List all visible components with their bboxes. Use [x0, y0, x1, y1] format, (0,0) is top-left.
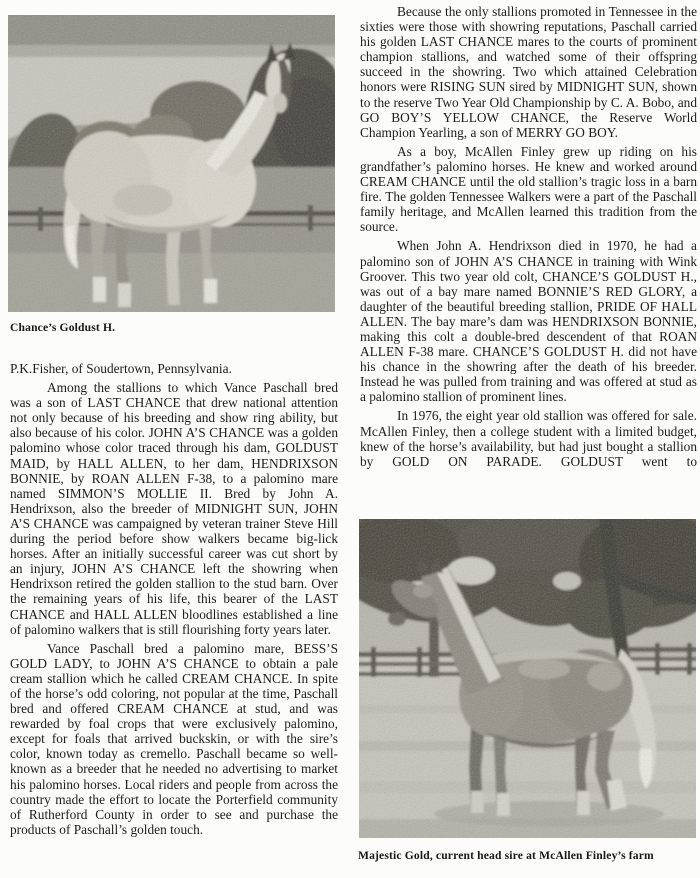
right-column-text	[360, 4, 697, 473]
paragraph: In 1976, the eight year old stallion was offered for sale. McAllen Finley, then a college student with a limited budget, knew of the horse’s availability, but had just bought a stallion by GOLD ON PARADE. GOLDUST went to	[360, 408, 697, 469]
chances-goldust-photo	[8, 15, 335, 312]
paragraph: Vance Paschall bred a palomino mare, BESS’S GOLD LADY, to JOHN A’S CHANCE to obtain a pale cream stallion which he called CREAM CHANCE. In spite of the horse’s odd coloring, not popular at the time, Paschall bred and offered CREAM CHANCE at stud, and was rewarded by foal crops that were exclusively palomino, except for foals that arrived buckskin, or with the sire’s color, known today as cremello. Paschall became so well-known as a breeder that he needed no advertising to market his palomino horses. Local riders and people from across the country made the effort to locate the Porterfield community of Rutherford County in order to see and purchase the products of Paschall’s golden touch.	[10, 640, 338, 837]
majestic-gold-photo	[359, 519, 696, 838]
paragraph: Among the stallions to which Vance Paschall bred was a son of LAST CHANCE that drew national attention not only because of his breeding and show ring ability, but also because of his color. JOHN A’S CHANCE was a golden palomino whose color traced through his dam, GOLDUST MAID, by HALL ALLEN, to her dam, HENDRIXSON BONNIE, by ROAN ALLEN F-38, to a palomino mare named SIMMON’S MOLLIE II. Bred by John A. Hendrixson, also the breeder of MIDNIGHT SUN, JOHN A’S CHANCE was campaigned by veteran trainer Steve Hill during the period before show walkers became big-lick horses. After an initially successful career was cut short by an injury, JOHN A’S CHANCE left the showring when Hendrixson retired the golden stallion to the stud barn. Over the remaining years of his life, this bearer of the LAST CHANCE and HALL ALLEN bloodlines established a line of palomino walkers that is still flourishing forty years later.	[10, 380, 338, 637]
left-column-text	[10, 361, 338, 841]
paragraph: As a boy, McAllen Finley grew up riding on his grandfather’s palomino horses. He knew and worked around CREAM CHANCE until the old stallion’s tragic loss in a barn fire. The golden Tennessee Walkers were a part of the Paschall family heritage, and McAllen learned this tradition from the source.	[360, 143, 697, 235]
photo-caption-chances-goldust: Chance’s Goldust H.	[10, 321, 116, 334]
paragraph: Because the only stallions promoted in Tennessee in the sixties were those with showring reputations, Paschall carried his golden LAST CHANCE mares to the courts of prominent champion stallions, and watched some of their offspring succeed in the showring. Two which attained Celebration honors were RISING SUN sired by MIDNIGHT SUN, shown to the reserve Two Year Old Championship by C. A. Bobo, and GO BOY’S YELLOW CHANCE, the Reserve World Champion Yearling, a son of MERRY GO BOY.	[360, 4, 697, 140]
paragraph: When John A. Hendrixson died in 1970, he had a palomino son of JOHN A’S CHANCE in training with Wink Groover. This two year old colt, CHANCE’S GOLDUST H., was out of a bay mare named BONNIE’S RED GLORY, a daughter of the beautiful breeding stallion, PRIDE OF HALL ALLEN. The bay mare’s dam was HENDRIXSON BONNIE, making this colt a double-bred descendent of that ROAN ALLEN F-38 mare. CHANCE’S GOLDUST H. did not have his chance in the showring after the death of his breeder. Instead he was pulled from training and was offered at stud as a palomino stallion of prominent lines.	[360, 238, 697, 405]
photo-caption-majestic-gold: Majestic Gold, current head sire at McAllen Finley’s farm	[358, 849, 654, 862]
horse-in-pasture-illustration	[8, 15, 335, 312]
horse-under-trees-illustration	[359, 519, 696, 838]
paragraph: P.K.Fisher, of Soudertown, Pennsylvania.	[10, 361, 232, 376]
